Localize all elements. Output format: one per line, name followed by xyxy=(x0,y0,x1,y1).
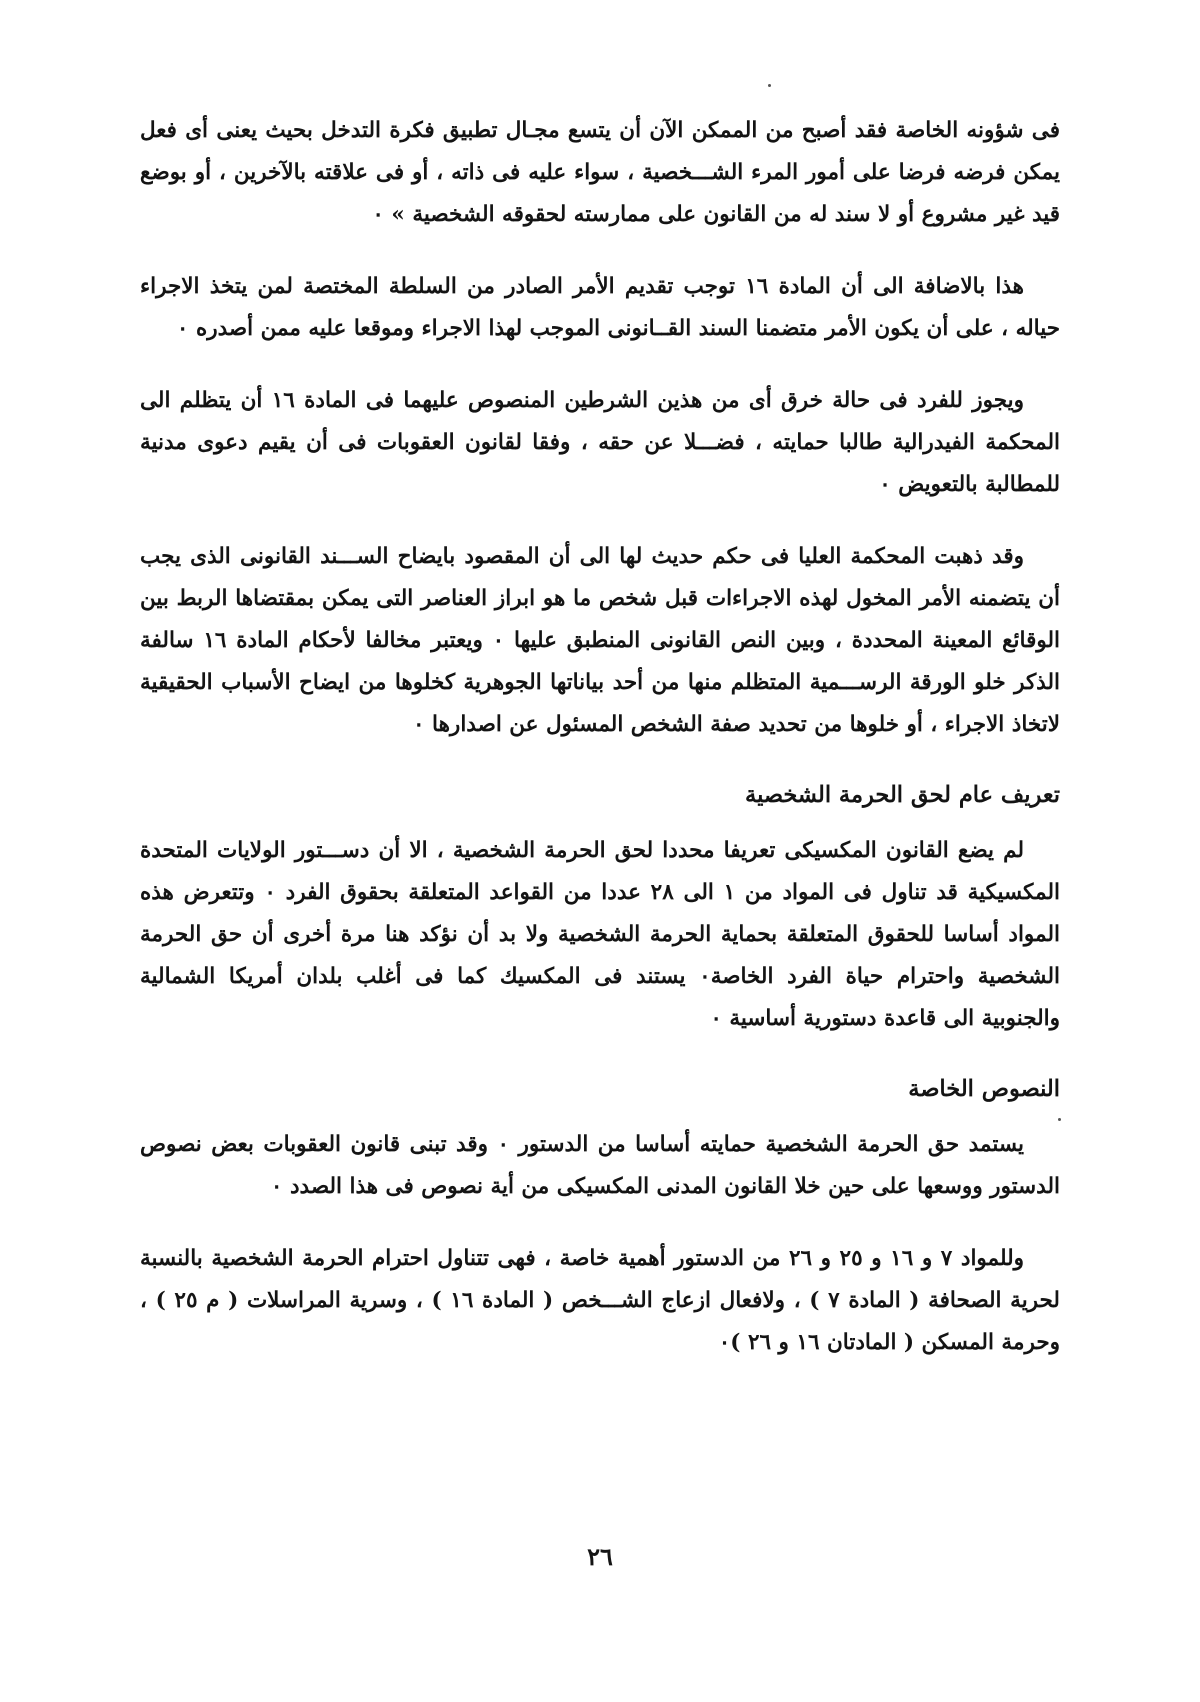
section-heading-special-texts: النصوص الخاصة xyxy=(908,1076,1060,1102)
paragraph-7: وللمواد ٧ و ١٦ و ٢٥ و ٢٦ من الدستور أهمية خاصة ، فهى تتناول احترام الحرمة الشخصية بالنسبة لحرية الصحافة ( المادة ٧ ) ، ولافعال ازعاج الشـــخص ( المادة ١٦ ) ، وسرية المراسلات ( م ٢٥ ) ، وحرمة المسكن ( المادتان ١٦ و ٢٦ )٠ xyxy=(140,1246,1060,1355)
scan-speck xyxy=(768,84,771,87)
document-page xyxy=(140,110,1060,1394)
paragraph-4: وقد ذهبت المحكمة العليا فى حكم حديث لها الى أن المقصود بايضاح الســـند القانونى الذى يجب أن يتضمنه الأمر المخول لهذه الاجراءات قبل شخص ما هو ابراز العناصر التى يمكن بمقتضاها الربط بين الوقائع المعينة المحددة ، وبين النص القانونى المنطبق عليها ٠ ويعتبر مخالفا لأحكام المادة ١٦ سالفة الذكر خلو الورقة الرســـمية المتظلم منها من أحد بياناتها الجوهرية كخلوها من ايضاح الأسباب الحقيقية لاتخاذ الاجراء ، أو خلوها من تحديد صفة الشخص المسئول عن اصدارها ٠ xyxy=(140,544,1061,737)
paragraph-2: هذا بالاضافة الى أن المادة ١٦ توجب تقديم الأمر الصادر من السلطة المختصة لمن يتخذ الاجراء حياله ، على أن يكون الأمر متضمنا السند القــانونى الموجب لهذا الاجراء وموقعا عليه ممن أصدره ٠ xyxy=(140,274,1060,341)
paragraph-3: ويجوز للفرد فى حالة خرق أى من هذين الشرطين المنصوص عليهما فى المادة ١٦ أن يتظلم الى المحكمة الفيدرالية طالبا حمايته ، فضـــلا عن حقه ، وفقا لقانون العقوبات فى أن يقيم دعوى مدنية للمطالبة بالتعويض ٠ xyxy=(140,388,1060,497)
paragraph-1: فى شؤونه الخاصة فقد أصبح من الممكن الآن أن يتسع مجـال تطبيق فكرة التدخل بحيث يعنى أى فعل يمكن فرضه فرضا على أمور المرء الشـــخصية ، سواء عليه فى ذاته ، أو فى علاقته بالآخرين ، أو بوضع قيد غير مشروع أو لا سند له من القانون على ممارسته لحقوقه الشخصية » ٠ xyxy=(140,118,1060,227)
paragraph-6: يستمد حق الحرمة الشخصية حمايته أساسا من الدستور ٠ وقد تبنى قانون العقوبات بعض نصوص الدستور ووسعها على حين خلا القانون المدنى المكسيكى من أية نصوص فى هذا الصدد ٠ xyxy=(140,1132,1060,1199)
paragraph-5: لم يضع القانون المكسيكى تعريفا محددا لحق الحرمة الشخصية ، الا أن دســـتور الولايات المتحدة المكسيكية قد تناول فى المواد من ١ الى ٢٨ عددا من القواعد المتعلقة بحقوق الفرد ٠ وتتعرض هذه المواد أساسا للحقوق المتعلقة بحماية الحرمة الشخصية ولا بد أن نؤكد هنا مرة أخرى أن حق الحرمة الشخصية واحترام حياة الفرد الخاصة٠ يستند فى المكسيك كما فى أغلب بلدان أمريكا الشمالية والجنوبية الى قاعدة دستورية أساسية ٠ xyxy=(140,838,1061,1031)
section-heading-general-definition: تعريف عام لحق الحرمة الشخصية xyxy=(745,782,1060,808)
page-number: ٢٦ xyxy=(587,1542,613,1571)
